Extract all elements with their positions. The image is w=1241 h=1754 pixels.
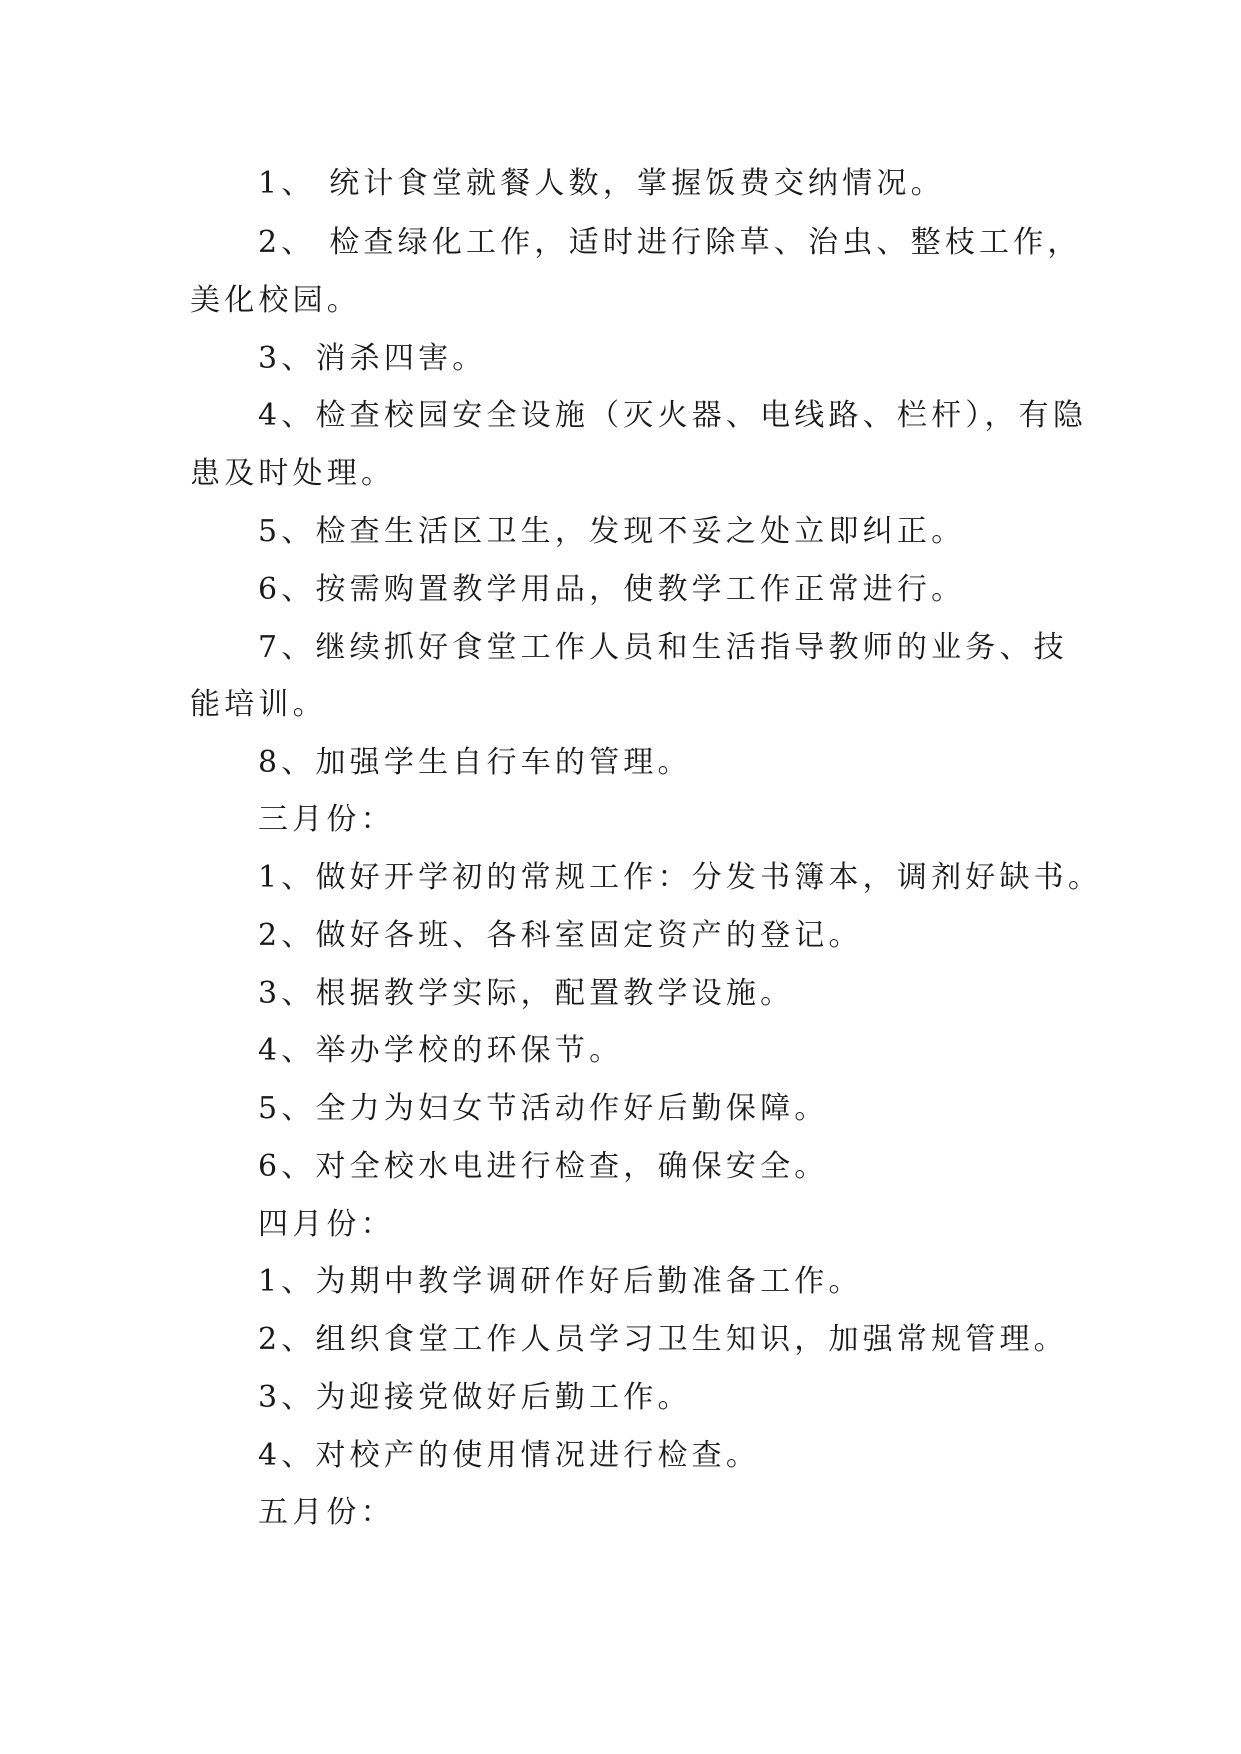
paragraph-line: 3、根据教学实际，配置教学设施。 xyxy=(258,976,795,1011)
paragraph-line: 4、对校产的使用情况进行检查。 xyxy=(258,1438,761,1473)
paragraph-line: 6、按需购置教学用品，使教学工作正常进行。 xyxy=(258,572,966,607)
paragraph-line: 6、对全校水电进行检查，确保安全。 xyxy=(258,1149,829,1184)
section-heading: 四月份： xyxy=(258,1207,395,1242)
paragraph-line: 2、组织食堂工作人员学习卫生知识，加强常规管理。 xyxy=(258,1322,1068,1357)
paragraph-line: 8、加强学生自行车的管理。 xyxy=(258,745,692,780)
section-heading: 三月份： xyxy=(258,802,395,837)
paragraph-line: 3、消杀四害。 xyxy=(258,341,487,376)
paragraph-line: 1、 统计食堂就餐人数，掌握饭费交纳情况。 xyxy=(258,166,945,201)
paragraph-line: 2、 检查绿化工作，适时进行除草、治虫、整枝工作， xyxy=(258,225,1082,260)
paragraph-line: 1、为期中教学调研作好后勤准备工作。 xyxy=(258,1264,863,1299)
paragraph-line: 能培训。 xyxy=(190,687,327,722)
section-heading: 五月份： xyxy=(258,1495,395,1530)
paragraph-line: 3、为迎接党做好后勤工作。 xyxy=(258,1380,692,1415)
paragraph-line: 5、全力为妇女节活动作好后勤保障。 xyxy=(258,1091,829,1126)
paragraph-line: 4、举办学校的环保节。 xyxy=(258,1033,624,1068)
paragraph-line: 美化校园。 xyxy=(190,283,361,318)
paragraph-line: 1、做好开学初的常规工作：分发书簿本，调剂好缺书。 xyxy=(258,860,1103,895)
paragraph-line: 4、检查校园安全设施（灭火器、电线路、栏杆），有隐 xyxy=(258,398,1088,433)
paragraph-line: 患及时处理。 xyxy=(190,456,396,491)
paragraph-line: 5、检查生活区卫生，发现不妥之处立即纠正。 xyxy=(258,514,966,549)
paragraph-line: 2、做好各班、各科室固定资产的登记。 xyxy=(258,918,863,953)
paragraph-line: 7、继续抓好食堂工作人员和生活指导教师的业务、技 xyxy=(258,630,1068,665)
